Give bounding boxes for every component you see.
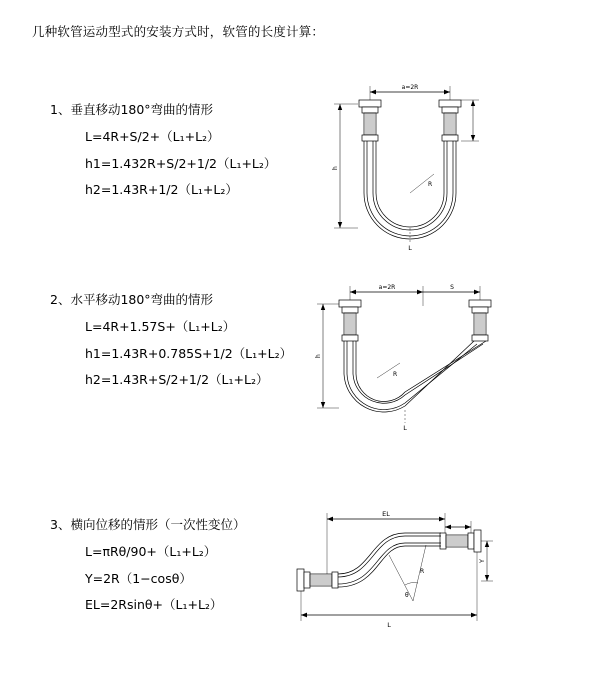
svg-text:h: h [332, 166, 339, 170]
page-title: 几种软管运动型式的安装方式时，软管的长度计算： [32, 24, 325, 39]
section-3-formula-2: Y=2R（1−cosθ） [85, 570, 192, 586]
section-1-title: 1、垂直移动180°弯曲的情形 [50, 102, 214, 117]
section-2-formula-3: h2=1.43R+S/2+1/2（L₁+L₂） [85, 372, 269, 388]
section-3-formula-3: EL=2Rsinθ+（L₁+L₂） [85, 597, 223, 613]
section-3-text [50, 515, 320, 624]
figure-lateral-offset [285, 503, 500, 648]
figure-1-drawing [310, 78, 490, 278]
svg-text:R: R [420, 568, 425, 575]
svg-text:a=2R: a=2R [401, 84, 419, 91]
svg-text:L: L [387, 621, 391, 629]
svg-text:θ: θ [405, 592, 409, 599]
section-2-title: 2、水平移动180°弯曲的情形 [50, 292, 214, 307]
section-1-formula-2: h1=1.432R+S/2+1/2（L₁+L₂） [85, 155, 277, 171]
svg-text:L: L [408, 244, 412, 252]
section-2-text [50, 290, 320, 399]
svg-text:EL: EL [382, 510, 390, 518]
section-1-formula-1: L=4R+S/2+（L₁+L₂） [85, 129, 220, 144]
figure-2-drawing [305, 278, 500, 458]
figure-vertical-180 [310, 78, 490, 278]
svg-text:L: L [403, 424, 407, 432]
figure-3-drawing [285, 503, 500, 648]
section-2-formula-1: L=4R+1.57S+（L₁+L₂） [85, 319, 236, 334]
section-2-formula-2: h1=1.43R+0.785S+1/2（L₁+L₂） [85, 345, 293, 361]
svg-text:Y: Y [478, 559, 486, 563]
section-1-text [50, 100, 320, 209]
figure-horizontal-180 [305, 278, 500, 458]
section-1-formula-3: h2=1.43R+1/2（L₁+L₂） [85, 182, 238, 198]
svg-text:h: h [315, 354, 322, 358]
svg-text:R: R [428, 181, 433, 188]
section-3-formula-1: L=πRθ/90+（L₁+L₂） [85, 544, 217, 559]
svg-text:S: S [450, 284, 454, 291]
svg-text:R: R [393, 371, 398, 378]
section-3-title: 3、横向位移的情形（一次性变位） [50, 517, 246, 532]
svg-text:a=2R: a=2R [378, 284, 396, 291]
